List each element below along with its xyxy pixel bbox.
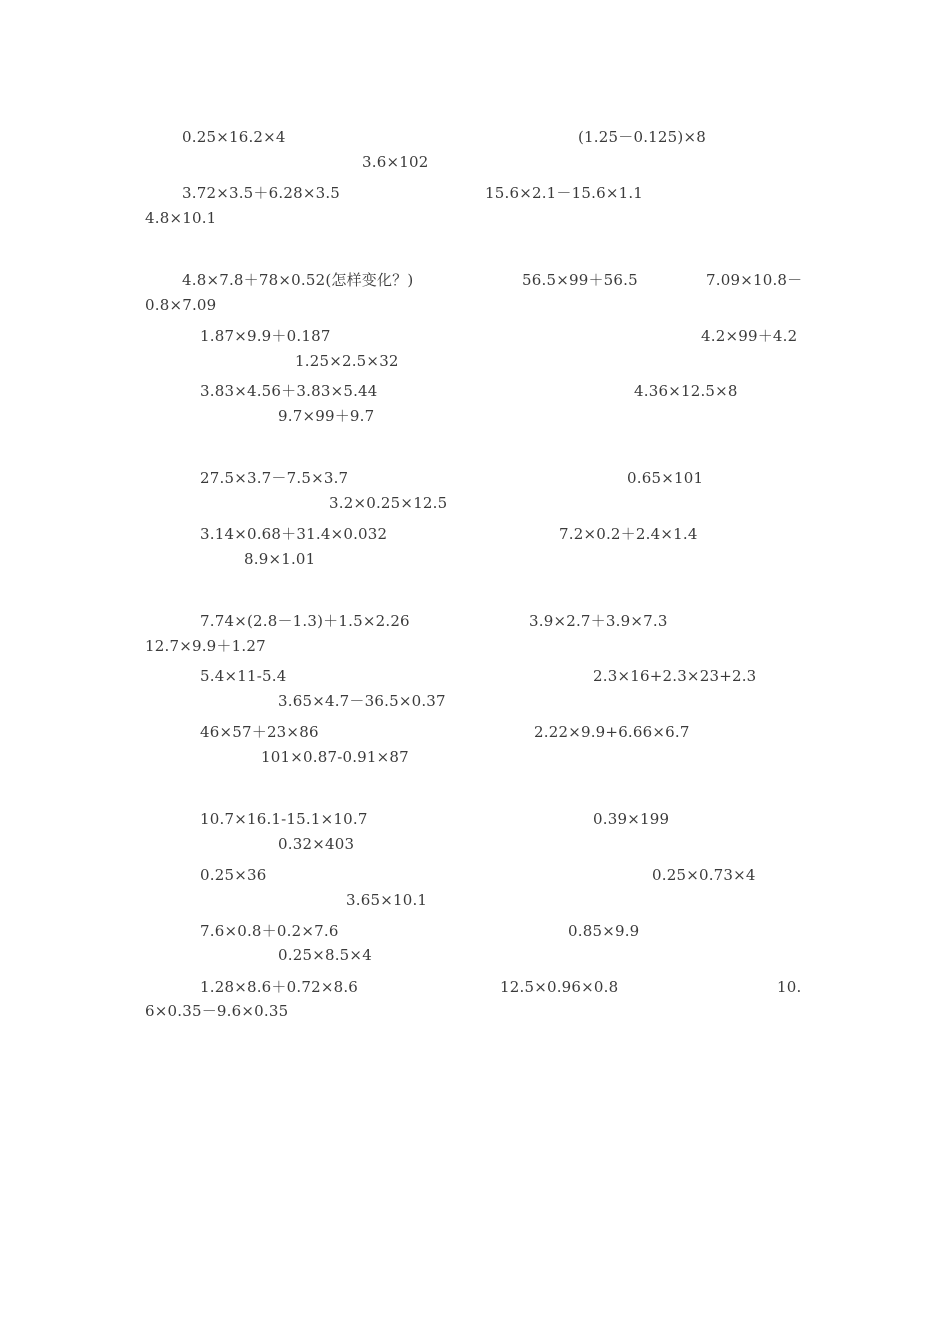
problem: 5.4×11-5.4	[200, 667, 287, 685]
problem: 7.09×10.8－	[706, 271, 803, 289]
problem: 12.5×0.96×0.8	[500, 978, 619, 996]
problem: 0.65×101	[627, 469, 704, 487]
problem: 0.39×199	[593, 810, 670, 828]
problem: 3.6×102	[362, 153, 429, 171]
problem: 3.65×4.7－36.5×0.37	[278, 692, 446, 710]
problem: 1.28×8.6＋0.72×8.6	[200, 978, 359, 996]
problem: 10.	[777, 978, 802, 996]
problem: 4.2×99＋4.2	[701, 327, 798, 345]
problem: 3.83×4.56＋3.83×5.44	[200, 382, 378, 400]
problem: 3.2×0.25×12.5	[329, 494, 448, 512]
problem: 101×0.87-0.91×87	[261, 748, 409, 766]
problem: 3.9×2.7＋3.9×7.3	[529, 612, 668, 630]
problem: 7.6×0.8＋0.2×7.6	[200, 922, 339, 940]
problem: 2.3×16+2.3×23+2.3	[593, 667, 757, 685]
problem: 3.72×3.5＋6.28×3.5	[182, 184, 341, 202]
problem: 4.8×7.8＋78×0.52(怎样变化？)	[182, 271, 414, 289]
problem: 0.25×36	[200, 866, 267, 884]
problem: 3.14×0.68＋31.4×0.032	[200, 525, 388, 543]
problem: 0.32×403	[278, 835, 355, 853]
problem: 8.9×1.01	[244, 550, 316, 568]
problem: 4.8×10.1	[145, 209, 217, 227]
problem: 0.85×9.9	[568, 922, 640, 940]
problem: 6×0.35－9.6×0.35	[145, 1002, 289, 1020]
problem: 2.22×9.9+6.66×6.7	[534, 723, 690, 741]
problem: 56.5×99＋56.5	[522, 271, 638, 289]
problem: 46×57＋23×86	[200, 723, 319, 741]
problem: 3.65×10.1	[346, 891, 428, 909]
problem: 15.6×2.1－15.6×1.1	[485, 184, 644, 202]
problem: 0.25×8.5×4	[278, 946, 372, 964]
problem: 0.8×7.09	[145, 296, 217, 314]
problem: 1.87×9.9＋0.187	[200, 327, 331, 345]
problem: 7.74×(2.8－1.3)＋1.5×2.26	[200, 612, 410, 630]
problem: 10.7×16.1-15.1×10.7	[200, 810, 368, 828]
problem: 4.36×12.5×8	[634, 382, 738, 400]
problem: 7.2×0.2＋2.4×1.4	[559, 525, 698, 543]
problem: 12.7×9.9＋1.27	[145, 637, 266, 655]
problem: 9.7×99＋9.7	[278, 407, 375, 425]
problem: 0.25×0.73×4	[652, 866, 756, 884]
problem: 27.5×3.7－7.5×3.7	[200, 469, 349, 487]
problem: (1.25－0.125)×8	[578, 128, 706, 146]
problem: 0.25×16.2×4	[182, 128, 286, 146]
problem: 1.25×2.5×32	[295, 352, 399, 370]
